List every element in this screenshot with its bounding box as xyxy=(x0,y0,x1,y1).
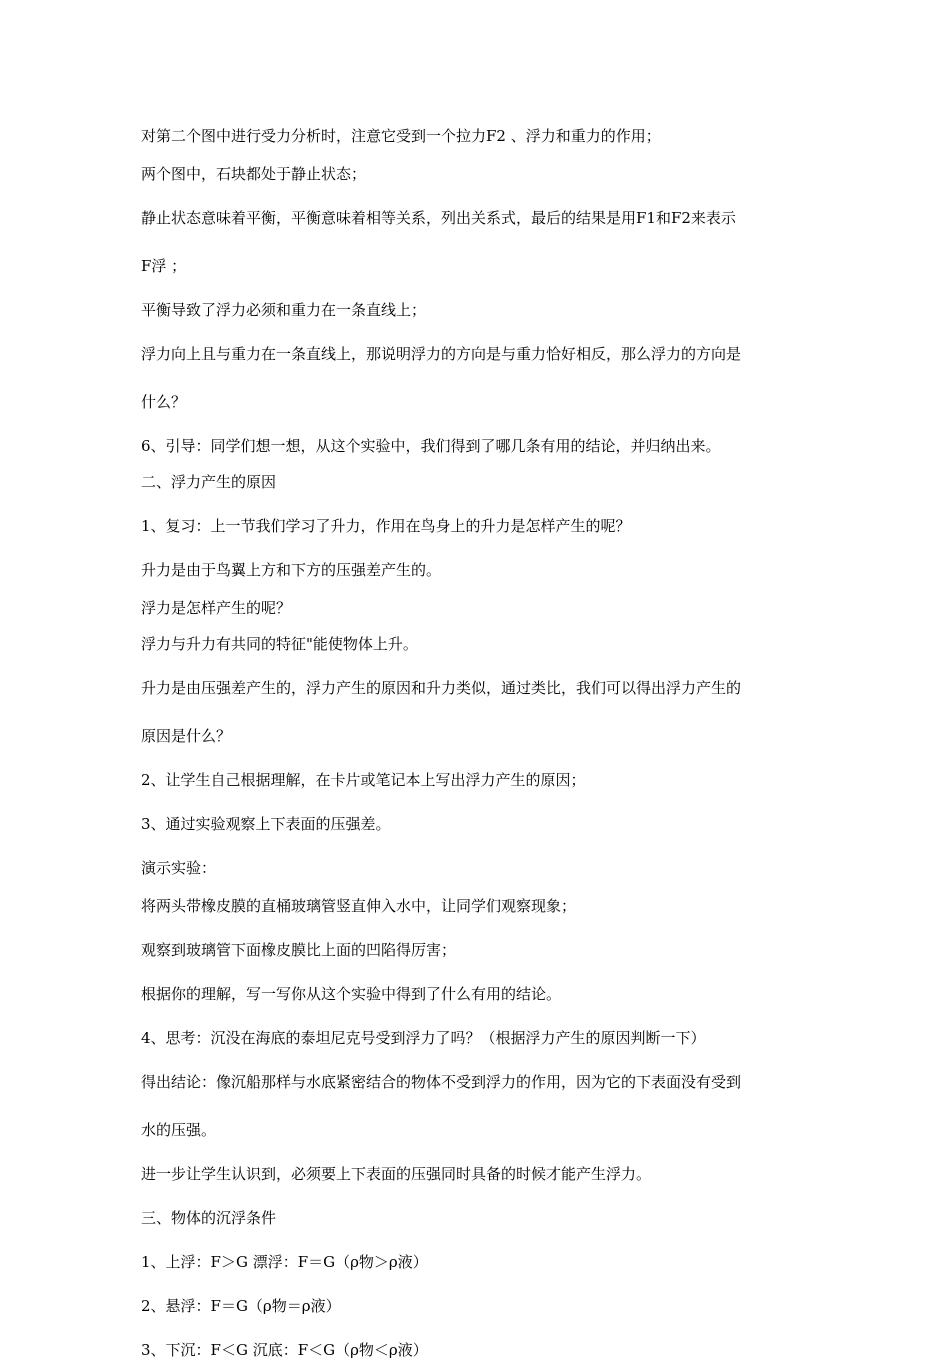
text-line: F浮 ； xyxy=(141,257,187,275)
text-line: 进一步让学生认识到，必须要上下表面的压强同时具备的时候才能产生浮力。 xyxy=(141,1165,652,1183)
text-line: 将两头带橡皮膜的直桶玻璃管竖直伸入水中，让同学们观察现象； xyxy=(141,897,577,915)
text-line: 2、让学生自己根据理解，在卡片或笔记本上写出浮力产生的原因； xyxy=(141,771,586,789)
text-line: 平衡导致了浮力必须和重力在一条直线上； xyxy=(141,301,427,319)
text-line: 1、上浮：F＞G 漂浮：F＝G（ρ物＞ρ液） xyxy=(141,1253,428,1271)
text-line: 得出结论：像沉船那样与水底紧密结合的物体不受到浮力的作用，因为它的下表面没有受到 xyxy=(141,1073,742,1091)
text-line: 水的压强。 xyxy=(141,1121,217,1139)
text-line: 浮力向上且与重力在一条直线上，那说明浮力的方向是与重力恰好相反，那么浮力的方向是 xyxy=(141,345,742,363)
text-line: 原因是什么？ xyxy=(141,727,232,745)
text-line: 2、悬浮：F＝G（ρ物＝ρ液） xyxy=(141,1297,341,1315)
text-line: 4、思考：沉没在海底的泰坦尼克号受到浮力了吗？（根据浮力产生的原因判断一下） xyxy=(141,1029,706,1047)
section-heading: 二、浮力产生的原因 xyxy=(141,473,277,491)
text-line: 什么？ xyxy=(141,393,187,411)
text-line: 两个图中，石块都处于静止状态； xyxy=(141,165,367,183)
text-line: 升力是由压强差产生的，浮力产生的原因和升力类似，通过类比，我们可以得出浮力产生的 xyxy=(141,679,742,697)
text-line: 3、下沉：F＜G 沉底：F＜G（ρ物＜ρ液） xyxy=(141,1341,428,1359)
text-line: 根据你的理解，写一写你从这个实验中得到了什么有用的结论。 xyxy=(141,985,562,1003)
section-heading: 三、物体的沉浮条件 xyxy=(141,1209,277,1227)
text-line: 升力是由于鸟翼上方和下方的压强差产生的。 xyxy=(141,561,442,579)
text-line: 浮力是怎样产生的呢？ xyxy=(141,599,292,617)
text-line: 6、引导：同学们想一想，从这个实验中，我们得到了哪几条有用的结论，并归纳出来。 xyxy=(141,437,721,455)
document-body xyxy=(141,126,816,1360)
text-line: 对第二个图中进行受力分析时，注意它受到一个拉力F2 、浮力和重力的作用； xyxy=(141,127,661,145)
text-line: 静止状态意味着平衡，平衡意味着相等关系，列出关系式，最后的结果是用F1和F2来表示 xyxy=(141,209,736,227)
text-line: 1、复习：上一节我们学习了升力，作用在鸟身上的升力是怎样产生的呢？ xyxy=(141,517,631,535)
text-line: 观察到玻璃管下面橡皮膜比上面的凹陷得厉害； xyxy=(141,941,457,959)
text-line: 浮力与升力有共同的特征"能使物体上升。 xyxy=(141,635,418,653)
text-line: 演示实验： xyxy=(141,859,217,877)
text-line: 3、通过实验观察上下表面的压强差。 xyxy=(141,815,391,833)
